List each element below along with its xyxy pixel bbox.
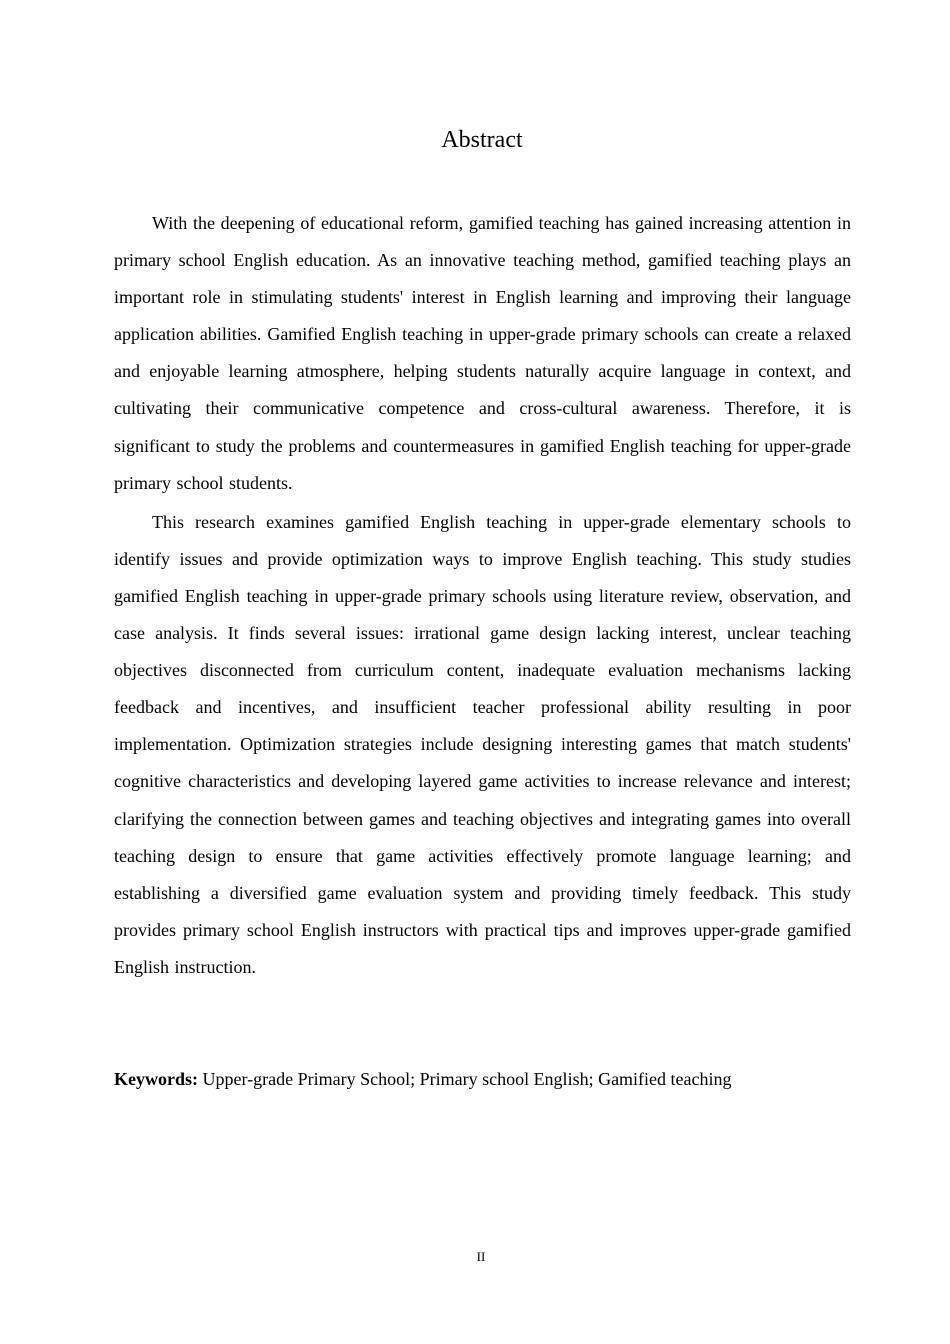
keywords-label: Keywords: bbox=[114, 1069, 198, 1089]
page-number: II bbox=[476, 1249, 486, 1264]
abstract-paragraph-1: With the deepening of educational reform, gamified teaching has gained increasing attention in primary school English education. As an innovative teaching method, gamified teaching plays an important role in stimulating students' interest in English learning and improving their language application abilities. Gamified English teaching in upper-grade primary schools can create a relaxed and enjoyable learning atmosphere, helping students naturally acquire language in context, and cultivating their communicative competence and cross-cultural awareness. Therefore, it is significant to study the problems and countermeasures in gamified English teaching for upper-grade primary school students. bbox=[114, 213, 851, 493]
keywords-line bbox=[114, 1063, 851, 1095]
abstract-title: Abstract bbox=[441, 127, 523, 153]
abstract-body bbox=[114, 205, 851, 988]
abstract-paragraph-2: This research examines gamified English teaching in upper-grade elementary schools to identify issues and provide optimization ways to improve English teaching. This study studies gamified English teaching in upper-grade primary schools using literature review, observation, and case analysis. It finds several issues: irrational game design lacking interest, unclear teaching objectives disconnected from curriculum content, inadequate evaluation mechanisms lacking feedback and incentives, and insufficient teacher professional ability resulting in poor implementation. Optimization strategies include designing interesting games that match students' cognitive characteristics and developing layered game activities to increase relevance and interest; clarifying the connection between games and teaching objectives and integrating games into overall teaching design to ensure that game activities effectively promote language learning; and establishing a diversified game evaluation system and providing timely feedback. This study provides primary school English instructors with practical tips and improves upper-grade gamified English instruction. bbox=[114, 511, 851, 977]
keywords-text: Upper-grade Primary School; Primary school English; Gamified teaching bbox=[198, 1069, 732, 1089]
